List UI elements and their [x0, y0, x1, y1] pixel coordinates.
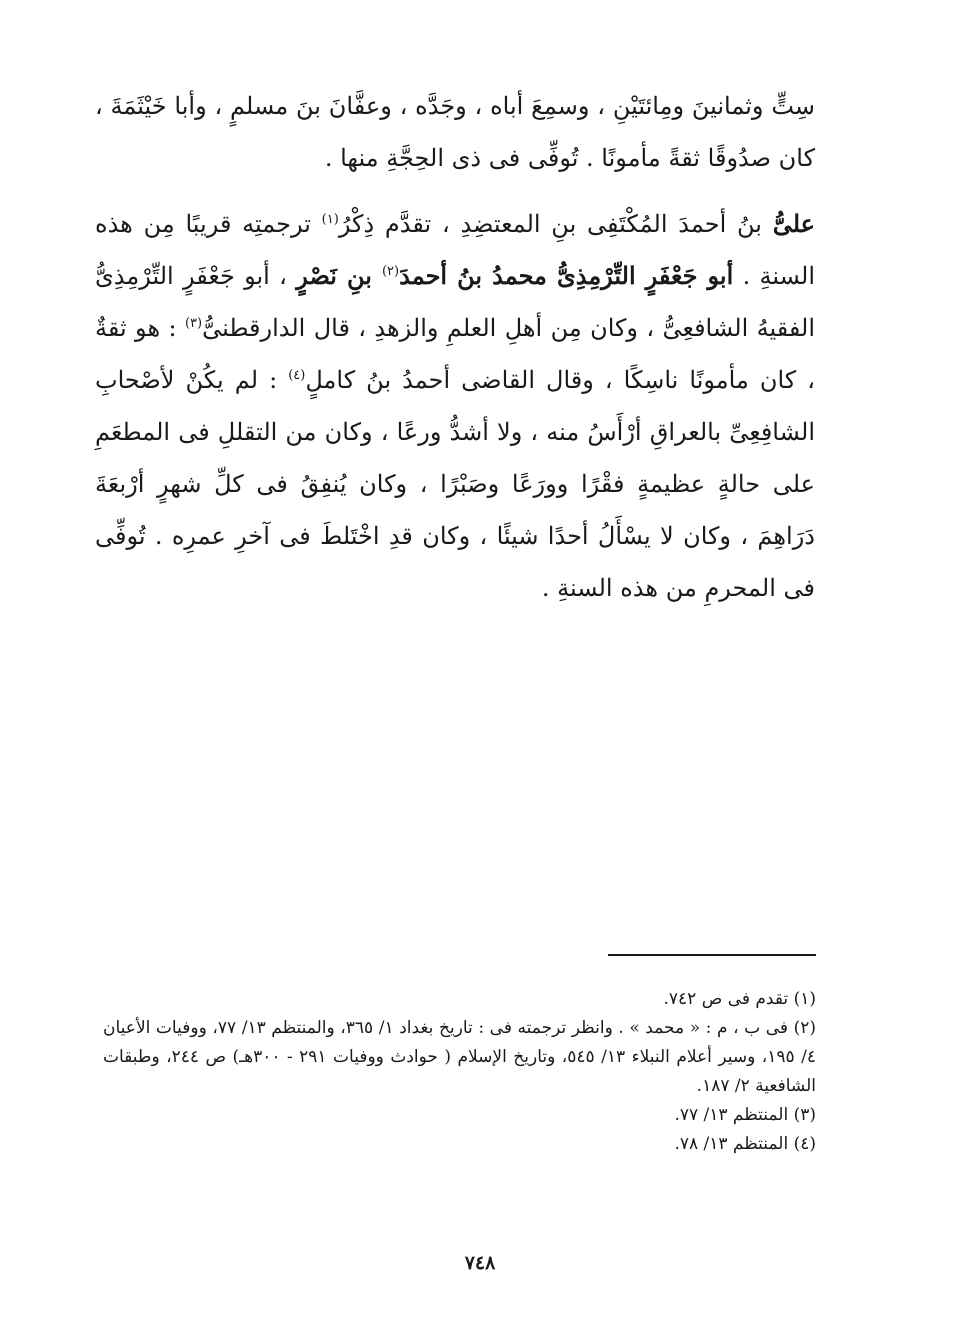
footnote-ref-4: (٤) — [288, 368, 306, 383]
entry-name-tirmidhi: أبو جَعْفَرٍ التِّرْمِذِىُّ محمدُ بنُ أحمدَ — [399, 261, 734, 290]
paragraph-2-text-4: : هو ثقةٌ ، كان مأمونًا ناسِكًا ، وقال القاضى أحمدُ بنُ كاملٍ — [95, 314, 816, 394]
paragraph-1: سِتٍّ وثمانينَ ومِائتَيْنِ ، وسمِعَ أباه ، وجَدَّه ، وعفَّانَ بنَ مسلمٍ ، وأبا خَيْثَمَةَ ، كان صدُوقًا ثقةً مأمونًا . تُوفِّى فى ذى الحِجَّةِ منها . — [95, 92, 815, 172]
main-text — [95, 80, 815, 614]
paragraph-2-text-1: بنُ أحمدَ المُكْتَفِى بنِ المعتضِدِ ، تقدَّم ذِكْرُ — [338, 210, 773, 238]
footnote-ref-3: (٣) — [184, 316, 203, 331]
footnotes — [103, 985, 816, 1159]
paragraph-2 — [95, 198, 815, 614]
entry-name-tirmidhi-nasr: بنِ نَصْرٍ — [296, 261, 382, 290]
footnote-ref-2: (٢) — [381, 264, 400, 279]
footnote-ref-1: (١) — [321, 212, 339, 227]
paragraph-2-text-5: : لم يكُنْ لأصْحابِ الشافِعِىِّ بالعراقِ أرْأَسُ منه ، ولا أشدُّ ورعًا ، وكان من التقللِ فى المطعَمِ على حالةٍ عظيمةٍ فقْرًا وورَعًا وصَبْرًا ، وكان يُنفِقُ فى كلِّ شهرٍ أرْبعَةَ دَرَاهِمَ ، وكان لا يسْأَلُ أحدًا شيئًا ، وكان قدِ اخْتَلطَ فى آخرِ عمرِه . تُوفِّى فى المحرمِ من هذه السنةِ . — [95, 366, 815, 602]
entry-name-ali: علىُّ — [772, 209, 815, 238]
footnote-2: (٢) فى ب ، م : « محمد » . وانظر ترجمته فى : تاريخ بغداد ١/ ٣٦٥، والمنتظم ١٣/ ٧٧، ووفيات الأعيان ٤/ ١٩٥، وسير أعلام النبلاء ١٣/ ٥٤٥، وتاريخ الإسلام ( حوادث ووفيات ٢٩١ - ٣٠٠هـ) ص ٢٤٤، وطبقات الشافعية ٢/ ١٨٧. — [103, 1018, 816, 1096]
footnote-4: (٤) المنتظم ١٣/ ٧٨. — [674, 1134, 816, 1154]
page-number: ٧٤٨ — [464, 1252, 496, 1274]
paragraph-2-text-3: ، أبو جَعْفَرٍ التِّرْمِذِىُّ الفقيهُ الشافعِىُّ ، وكان مِن أهلِ العلمِ والزهدِ ، قال الدارقطنىُّ — [95, 262, 816, 342]
footnote-separator — [608, 954, 816, 956]
footnote-3: (٣) المنتظم ١٣/ ٧٧. — [674, 1105, 816, 1125]
footnote-1: (١) تقدم فى ص ٧٤٢. — [663, 989, 816, 1009]
paragraph-2-text-2: ترجمتِه قريبًا مِن هذه السنةِ . — [95, 210, 816, 290]
